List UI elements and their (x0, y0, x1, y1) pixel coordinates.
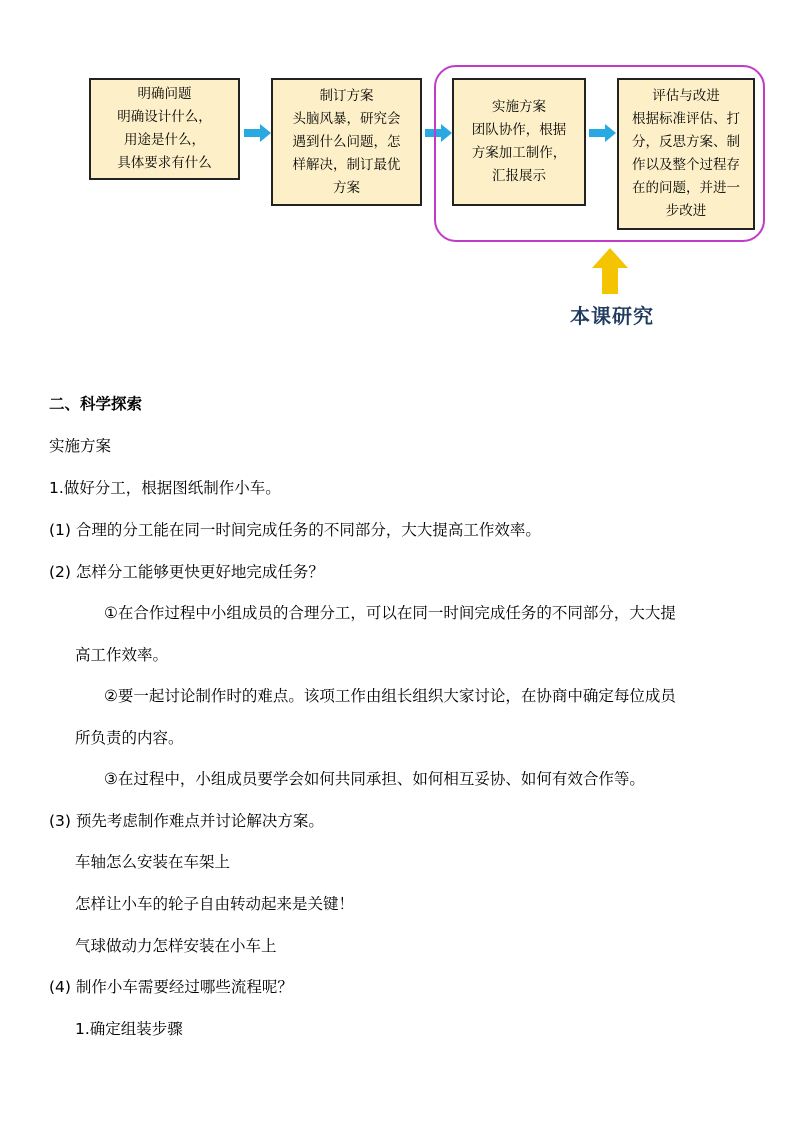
paragraph-3-line-b: 怎样让小车的轮子自由转动起来是关键！ (75, 895, 355, 913)
flow-box-make-plan (271, 78, 422, 206)
paragraph-3: (3) 预先考虑制作难点并讨论解决方案。 (49, 812, 324, 830)
flow-box-text: 评估与改进 根据标准评估、打 分，反思方案、制 作以及整个过程存 在的问题，并进一 步改进 (632, 88, 740, 219)
section-heading: 二、科学探索 (49, 395, 143, 413)
paragraph-2-item-2-line-1: ②要一起讨论制作时的难点。该项工作由组长组织大家讨论，在协商中确定每位成员 (104, 687, 676, 705)
right-arrow-icon (587, 123, 617, 143)
flow-box-text: 制订方案 头脑风暴，研究会 遇到什么问题，怎 样解决，制订最优 方案 (292, 87, 401, 196)
research-focus-label: 本课研究 (570, 304, 654, 328)
paragraph-2-item-1-line-2: 高工作效率。 (75, 646, 169, 664)
subheading: 实施方案 (49, 437, 112, 455)
up-arrow-icon (590, 246, 630, 296)
process-flow-diagram (0, 0, 794, 340)
paragraph-2-item-2-line-2: 所负责的内容。 (75, 729, 184, 747)
paragraph-2-item-3: ③在过程中，小组成员要学会如何共同承担、如何相互妥协、如何有效合作等。 (104, 770, 645, 788)
flow-box-define-problem (89, 78, 240, 180)
paragraph-3-line-c: 气球做动力怎样安装在小车上 (75, 937, 277, 955)
paragraph-1: (1) 合理的分工能在同一时间完成任务的不同部分，大大提高工作效率。 (49, 521, 541, 539)
paragraph-2-item-1-line-1: ①在合作过程中小组成员的合理分工，可以在同一时间完成任务的不同部分，大大提 (104, 604, 676, 622)
flow-box-evaluate-improve (617, 78, 755, 230)
paragraph-2: (2) 怎样分工能够更快更好地完成任务？ (49, 563, 324, 581)
flow-box-text: 实施方案 团队协作，根据 方案加工制作， 汇报展示 (471, 99, 567, 184)
flow-box-text: 明确问题 明确设计什么， 用途是什么， 具体要求有什么 (117, 86, 212, 171)
paragraph-3-line-a: 车轴怎么安装在车架上 (75, 853, 231, 871)
right-arrow-icon (242, 123, 272, 143)
paragraph-4-step-1: 1.确定组装步骤 (75, 1020, 183, 1038)
paragraph-4: (4) 制作小车需要经过哪些流程呢？ (49, 978, 293, 996)
point-1: 1.做好分工，根据图纸制作小车。 (49, 479, 281, 497)
flow-box-implement-plan (452, 78, 586, 206)
